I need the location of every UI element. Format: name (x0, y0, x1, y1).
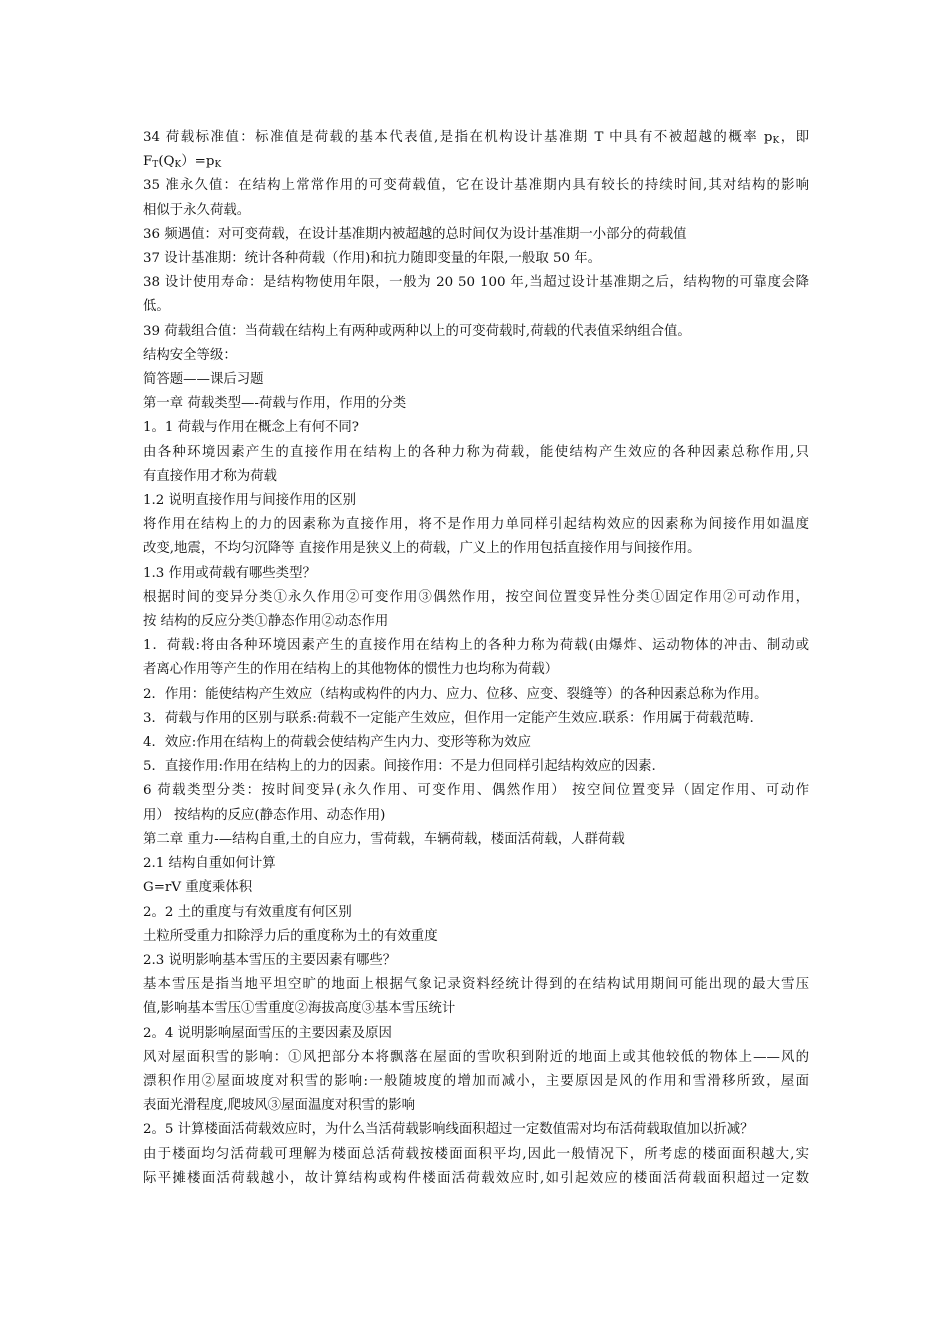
text-line: 39 荷载组合值：当荷载在结构上有两种或两种以上的可变荷载时,荷载的代表值采纳组合值。 (143, 323, 691, 339)
text-line: 相似于永久荷载。 (143, 202, 251, 218)
text-line: 按 结构的反应分类①静态作用②动态作用 (143, 614, 389, 630)
text-line: 2．作用：能使结构产生效应（结构或构件的内力、应力、位移、应变、裂缝等）的各种因素总称为作用。 (143, 686, 768, 702)
chapter-heading: 第一章 荷载类型—-荷载与作用，作用的分类 (143, 396, 407, 412)
text-line: 34 荷载标准值：标准值是荷载的基本代表值,是指在机构设计基准期 T 中具有不被超越的概率 $p_K$，即 (143, 130, 809, 146)
text-line: 38 设计使用寿命：是结构物使用年限，一般为 20 50 100 年,当超过设计基准期之后，结构物的可靠度会降 (143, 275, 809, 291)
text-line: 漂积作用②屋面坡度对积雪的影响:一般随坡度的增加而减小，主要原因是风的作用和雪滑移所致，屋面 (143, 1073, 809, 1089)
question-line: 1。1 荷载与作用在概念上有何不同? (143, 420, 359, 436)
text-line: 4．效应:作用在结构上的荷载会使结构产生内力、变形等称为效应 (143, 735, 531, 751)
text-line: 将作用在结构上的力的因素称为直接作用，将不是作用力单同样引起结构效应的因素称为间接作用如温度 (143, 517, 809, 533)
text-line: 土粒所受重力扣除浮力后的重度称为土的有效重度 (143, 928, 438, 944)
text-line: 6 荷载类型分类：按时间变异(永久作用、可变作用、偶然作用） 按空间位置变异（固定作用、可动作 (143, 783, 809, 799)
text-line: 35 准永久值：在结构上常常作用的可变荷载值，它在设计基准期内具有较长的持续时间,其对结构的影响 (143, 178, 809, 194)
text-line: 由各种环境因素产生的直接作用在结构上的各种力称为荷载，能使结构产生效应的各种因素总称作用,只 (143, 444, 809, 460)
text-line: 低。 (143, 299, 170, 315)
question-line: 1.3 作用或荷载有哪些类型？ (143, 565, 316, 581)
question-line: 1.2 说明直接作用与间接作用的区别 (143, 493, 357, 509)
text-line: 风对屋面积雪的影响：①风把部分本将飘落在屋面的雪吹积到附近的地面上或其他较低的物体上——风的 (143, 1049, 809, 1065)
text-line: 37 设计基准期：统计各种荷载（作用)和抗力随即变量的年限,一般取 50 年。 (143, 251, 602, 267)
text-line: 际平摊楼面活荷载越小，故计算结构或构件楼面活荷载效应时,如引起效应的楼面活荷载面积超过一定数 (143, 1170, 809, 1186)
text-line: 表面光滑程度,爬坡风③屋面温度对积雪的影响 (143, 1098, 416, 1114)
formula-line: G=rV 重度乘体积 (143, 880, 253, 896)
text-line: 有直接作用才称为荷载 (143, 468, 277, 484)
question-line: 2。4 说明影响屋面雪压的主要因素及原因 (143, 1025, 392, 1041)
text-line: 由于楼面均匀活荷载可理解为楼面总活荷载按楼面面积平均,因此一般情况下，所考虑的楼面面积越大,实 (143, 1146, 809, 1162)
text-line: 1．荷载:将由各种环境因素产生的直接作用在结构上的各种力称为荷载(由爆炸、运动物体的冲击、制动或 (143, 638, 809, 654)
text-line: 值,影响基本雪压①雪重度②海拔高度③基本雪压统计 (143, 1001, 456, 1017)
question-line: 2.3 说明影响基本雪压的主要因素有哪些？ (143, 952, 397, 968)
text-line: 用） 按结构的反应(静态作用、动态作用) (143, 807, 386, 823)
text-line: 基本雪压是指当地平坦空旷的地面上根据气象记录资料经统计得到的在结构试用期间可能出现的最大雪压 (143, 977, 809, 993)
text-line: 者离心作用等产生的作用在结构上的其他物体的惯性力也均称为荷载） (143, 662, 559, 678)
text-line: 改变,地震，不均匀沉降等 直接作用是狭义上的荷载，广义上的作用包括直接作用与间接作用。 (143, 541, 701, 557)
question-line: 2。2 土的重度与有效重度有何区别 (143, 904, 352, 920)
text-line: 5．直接作用:作用在结构上的力的因素。间接作用：不是力但同样引起结构效应的因素. (143, 759, 656, 775)
section-heading: 简答题——课后习题 (143, 372, 264, 388)
text-line: 3．荷载与作用的区别与联系:荷载不一定能产生效应，但作用一定能产生效应.联系：作用属于荷载范畴. (143, 710, 754, 726)
question-line: 2.1 结构自重如何计算 (143, 856, 276, 872)
document-page (143, 126, 809, 1191)
text-line: 根据时间的变异分类①永久作用②可变作用③偶然作用，按空间位置变异性分类①固定作用②可动作用， (143, 589, 809, 605)
text-line: 36 频遇值：对可变荷载，在设计基准期内被超越的总时间仅为设计基准期一小部分的荷载值 (143, 226, 687, 242)
section-heading: 结构安全等级： (143, 347, 237, 363)
question-line: 2。5 计算楼面活荷载效应时，为什么当活荷载影响线面积超过一定数值需对均布活荷载取值加以折减？ (143, 1122, 754, 1138)
chapter-heading: 第二章 重力-—结构自重,土的自应力，雪荷载，车辆荷载，楼面活荷载，人群荷载 (143, 831, 625, 847)
formula-line: $F_T(Q_K)=p_K$ (143, 154, 222, 171)
